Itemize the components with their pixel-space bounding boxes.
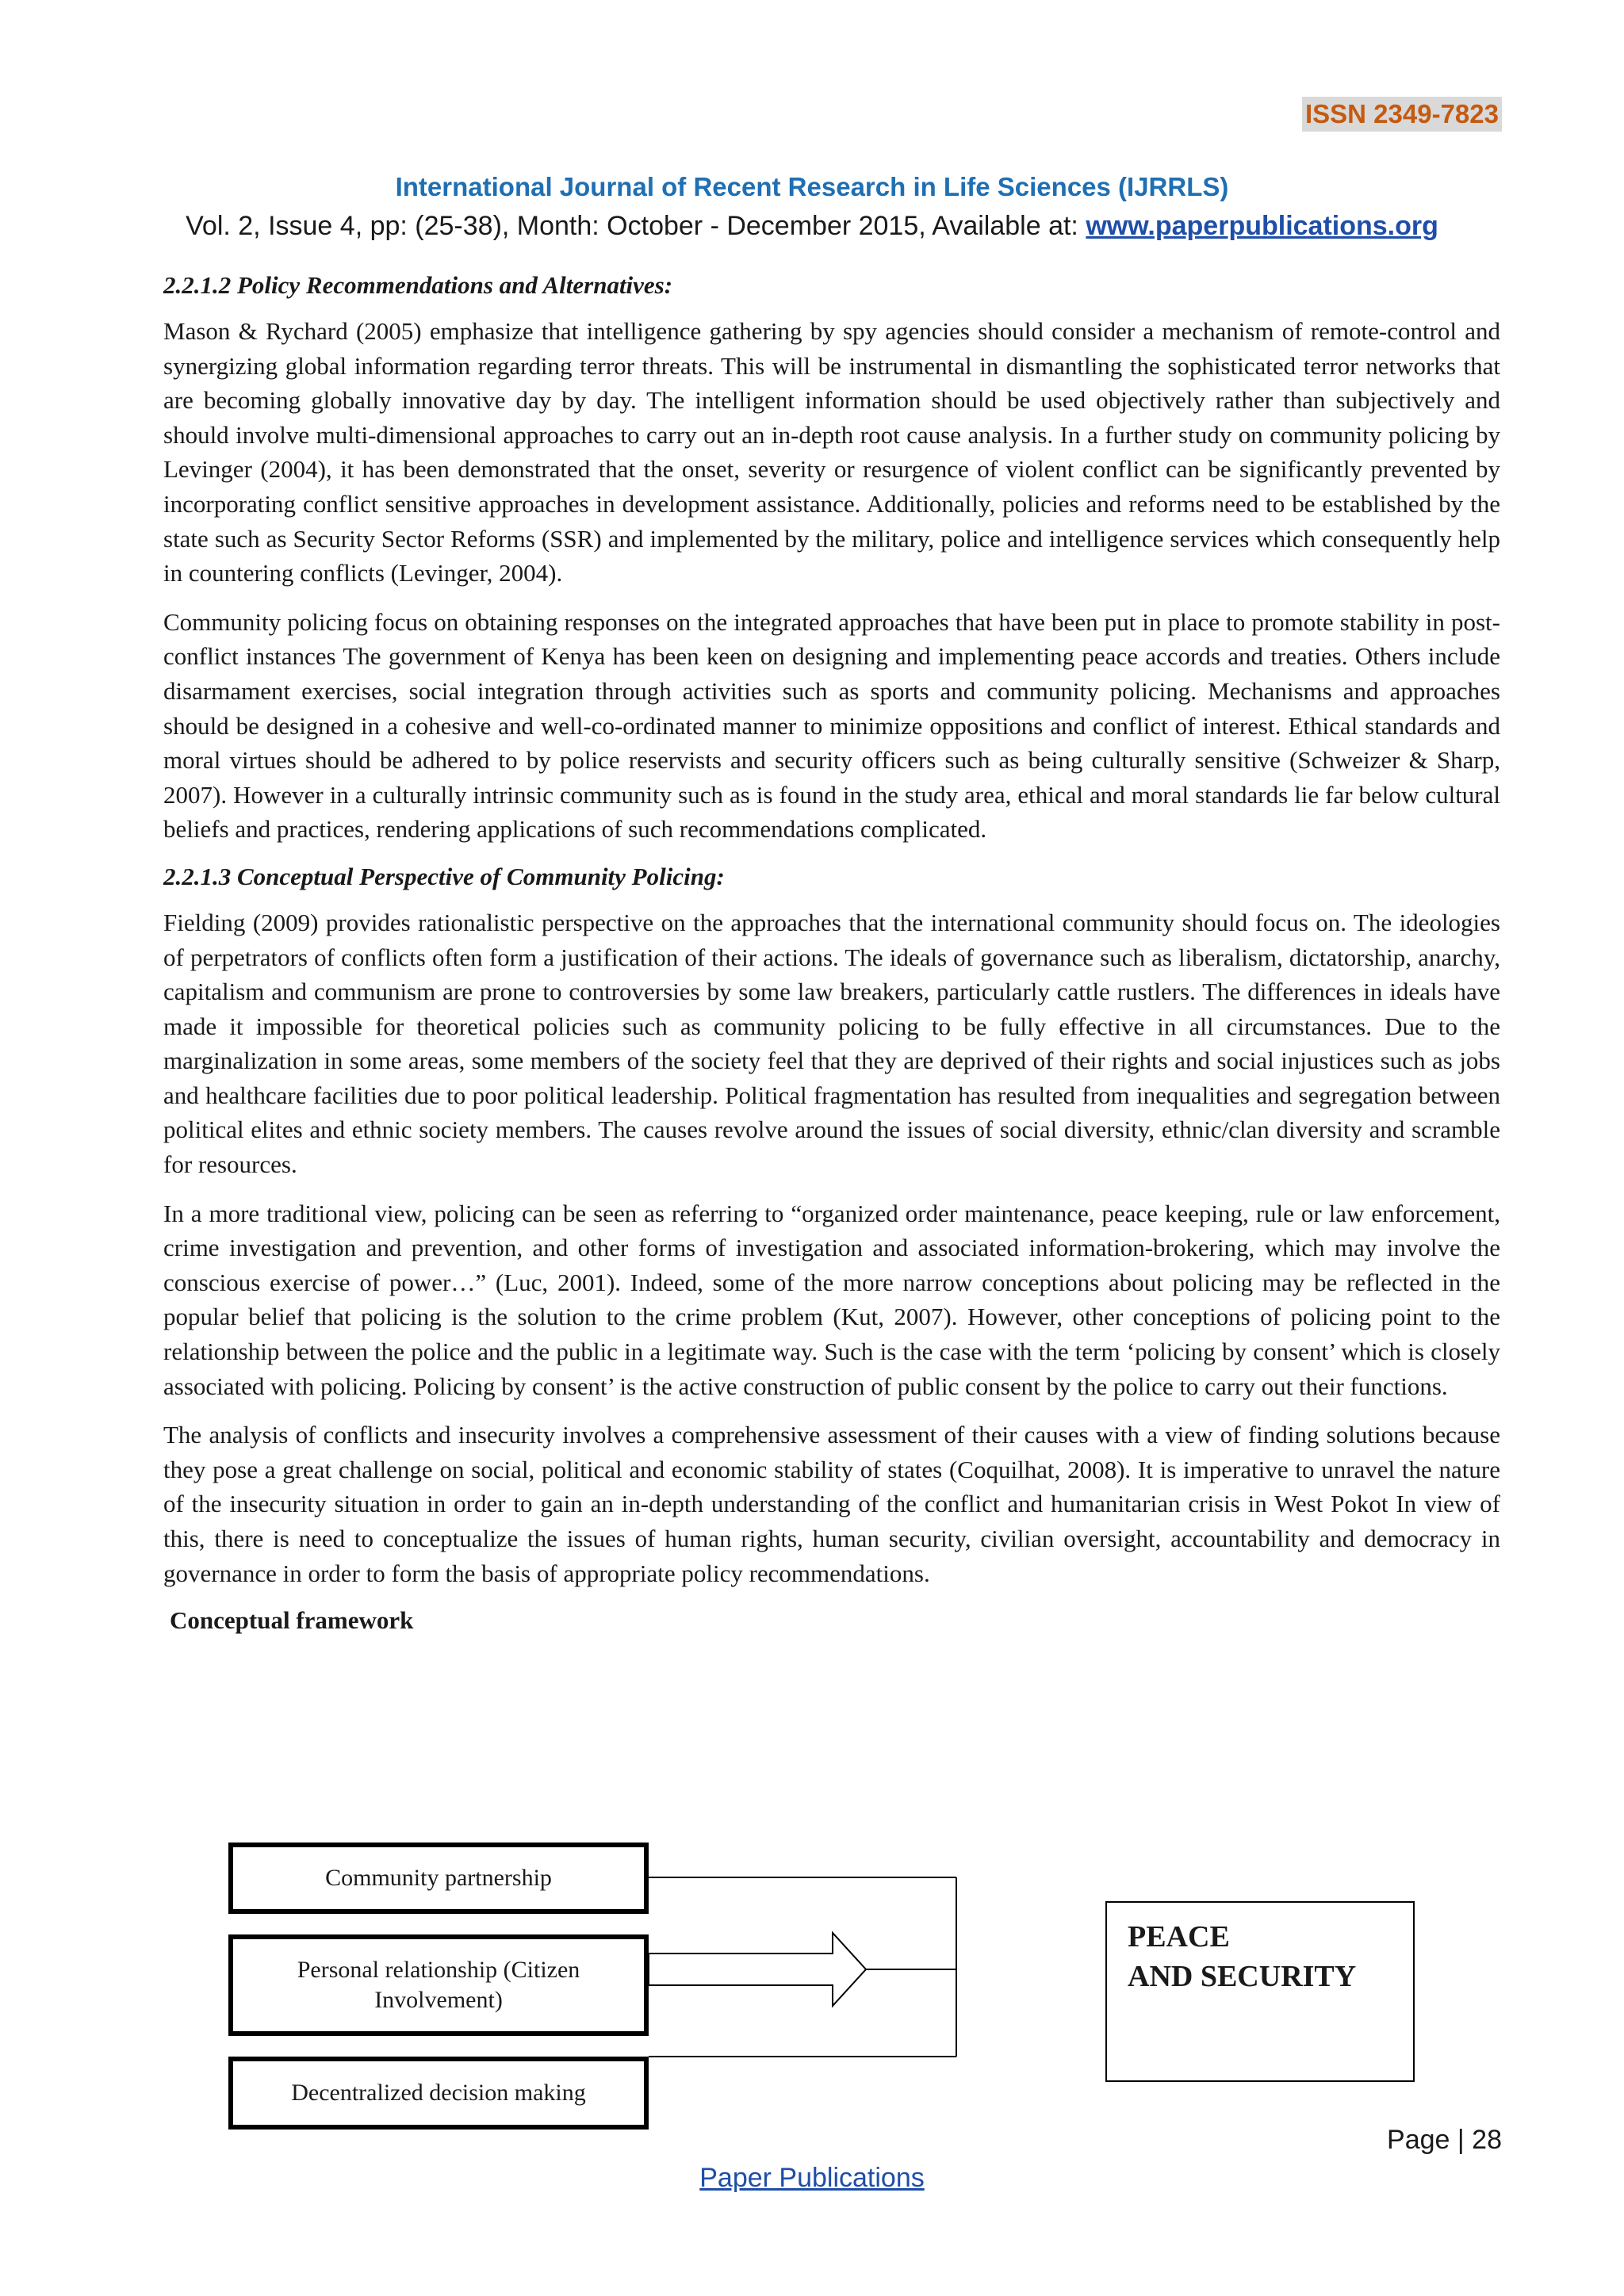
outcome-line: AND SECURITY xyxy=(1128,1960,1357,1993)
section-heading: 2.2.1.2 Policy Recommendations and Alternatives: xyxy=(163,271,673,299)
paragraph: In a more traditional view, policing can be seen as referring to “organized order maintenance, peace keeping, rule or law enforcement, crime investigation and prevention, and other forms of investigation and associated information-brokering, which may involve the conscious exercise of power…” (Luc, 2001). Indeed, some of the more narrow conceptions about policing may be reflected in the popular belief that policing is the solution to the crime problem (Kut, 2007). However, other conceptions of policing point to the relationship between the police and the public in a legitimate way. Such is the case with the term ‘policing by consent’ which is closely associated with policing. Policing by consent’ is the active construction of public consent by the police to carry out their functions. xyxy=(163,1199,1500,1400)
page-number: Page | 28 xyxy=(1387,2125,1502,2155)
paragraph: The analysis of conflicts and insecurity involves a comprehensive assessment of their causes with a view of finding solutions because they pose a great challenge on social, political and economic stability of states (Coquilhat, 2008). It is imperative to unravel the nature of the insecurity situation in order to gain an in-depth understanding of the conflict and humanitarian crisis in West Pokot In view of this, there is need to conceptualize the issues of human rights, human security, civilian oversight, accountability and democracy in governance in order to form the basis of appropriate policy recommendations. xyxy=(163,1421,1500,1587)
section-heading: 2.2.1.3 Conceptual Perspective of Community Policing: xyxy=(163,862,725,890)
outcome-box-peace-security xyxy=(1105,1901,1415,2082)
issn-badge: ISSN 2349-7823 xyxy=(1302,97,1502,132)
article-body xyxy=(163,270,1500,1636)
box-label: Community partnership xyxy=(325,1865,552,1891)
paragraph: Fielding (2009) provides rationalistic perspective on the approaches that the international community should focus on. The ideologies of perpetrators of conflicts often form a justification of their actions. The ideals of governance such as liberalism, dictatorship, anarchy, capitalism and communism are prone to controversies by some law breakers, particularly cattle rustlers. The differences in ideals have made it impossible for theoretical policies such as community policing to be fully effective in all circumstances. Due to the marginalization in some areas, some members of the society feel that they are deprived of their rights and social injustices such as jobs and healthcare facilities due to poor political leadership. Political fragmentation has resulted from inequalities and segregation between political elites and ethnic society members. The causes revolve around the issues of social diversity, ethnic/clan diversity and scramble for resources. xyxy=(163,908,1500,1179)
framework-box-community-partnership xyxy=(228,1843,649,1914)
outcome-line: PEACE xyxy=(1128,1920,1230,1954)
volume-text: Vol. 2, Issue 4, pp: (25-38), Month: October - December 2015, Available at: xyxy=(186,211,1086,241)
paragraph: Mason & Rychard (2005) emphasize that intelligence gathering by spy agencies should consider a mechanism of remote-control and synergizing global information regarding terror threats. This will be instrumental in dismantling the sophisticated terror networks that are becoming globally innovative day by day. The intelligent information should be used objectively rather than subjectively and should involve multi-dimensional approaches to carry out an in-depth root cause analysis. In a further study on community policing by Levinger (2004), it has been demonstrated that the onset, severity or resurgence of violent conflict can be significantly prevented by incorporating conflict sensitive approaches in development assistance. Additionally, policies and reforms need to be established by the state such as Security Sector Reforms (SSR) and implemented by the military, police and intelligence services which consequently help in countering conflicts (Levinger, 2004). xyxy=(163,317,1500,587)
publisher-link[interactable]: Paper Publications xyxy=(699,2163,925,2193)
framework-box-decentralized-decision xyxy=(228,2057,649,2130)
journal-title: International Journal of Recent Research in Life Sciences (IJRRLS) xyxy=(395,172,1229,201)
journal-url-link[interactable]: www.paperpublications.org xyxy=(1086,211,1438,241)
conceptual-framework-diagram xyxy=(222,1838,1427,2139)
paragraph: Community policing focus on obtaining responses on the integrated approaches that have been put in place to promote stability in post-conflict instances The government of Kenya has been keen on designing and implementing peace accords and treaties. Others include disarmament exercises, social integration through activities such as sports and community policing. Mechanisms and approaches should be designed in a cohesive and well-co-ordinated manner to minimize oppositions and conflict of interest. Ethical standards and moral virtues should be adhered to by police reservists and security officers such as being culturally sensitive (Schweizer & Sharp, 2007). However in a culturally intrinsic community such as is found in the study area, ethical and moral standards lie far below cultural beliefs and practices, rendering applications of such recommendations complicated. xyxy=(163,607,1500,844)
arrow-icon xyxy=(649,1933,866,2006)
volume-line xyxy=(0,208,1624,244)
framework-title: Conceptual framework xyxy=(170,1606,414,1635)
box-label: Personal relationship (Citizen Involvement) xyxy=(297,1957,580,2013)
footer xyxy=(0,2163,1624,2194)
box-label: Decentralized decision making xyxy=(291,2080,586,2106)
framework-box-personal-relationship xyxy=(228,1934,649,2036)
